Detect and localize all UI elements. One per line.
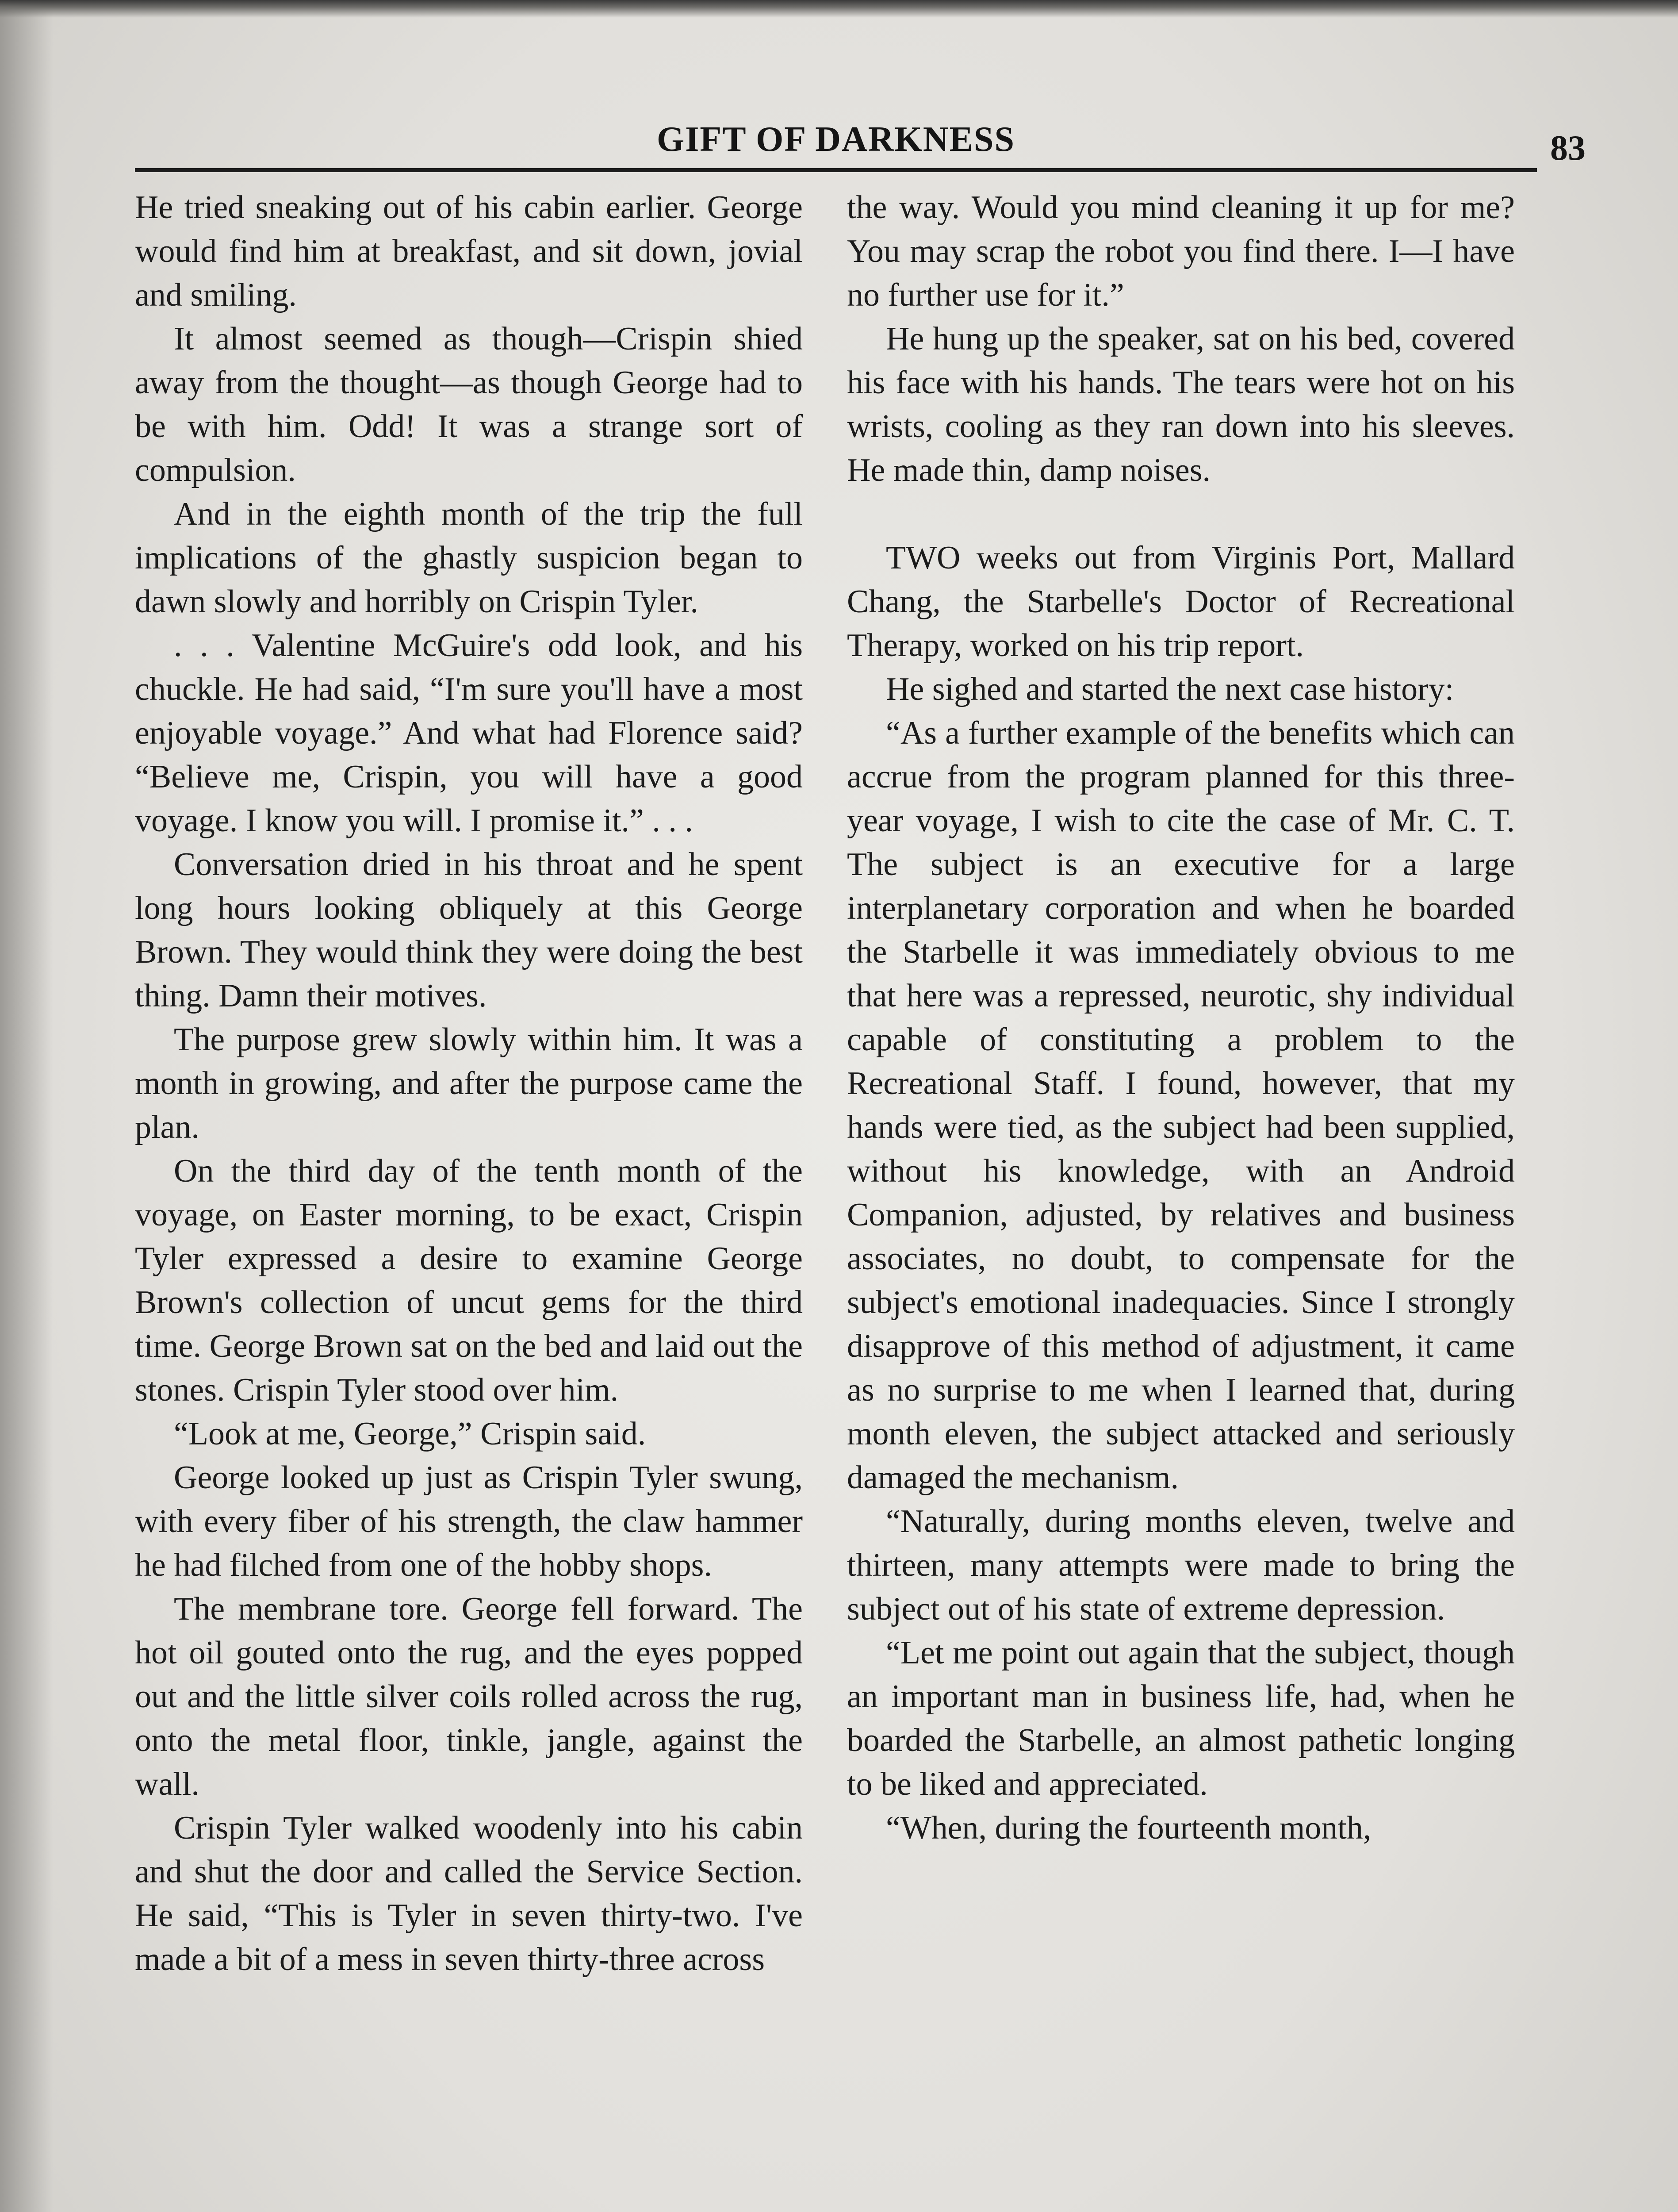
section-opening-paragraph: TWO weeks out from Virginis Port, Mallard Chang, the Starbelle's Doctor of Recreational Therapy, worked on his trip report. [847, 540, 1515, 664]
running-title: GIFT OF DARKNESS [657, 120, 1015, 159]
paragraph: The purpose grew slowly within him. It was a month in growing, and after the purpose came the plan. [135, 1022, 803, 1145]
paragraph: “When, during the fourteenth month, [886, 1810, 1372, 1846]
paragraph: He hung up the speaker, sat on his bed, covered his face with his hands. The tears were hot on his wrists, cooling as they ran down into his sleeves. He made thin, damp noises. [847, 321, 1515, 488]
torn-top-edge [0, 0, 1678, 18]
paragraph: the way. Would you mind cleaning it up for me? You may scrap the robot you find there. I—I have no further use for it.” [847, 189, 1515, 313]
page-gutter-shadow [0, 0, 53, 2212]
paragraph: “Let me point out again that the subject, though an important man in business life, had, when he boarded the Starbelle, an almost pathetic longing to be liked and appreciated. [847, 1635, 1515, 1802]
header-rule [135, 168, 1537, 172]
right-column [847, 186, 1515, 2212]
left-column [135, 186, 803, 2212]
paragraph: The membrane tore. George fell forward. The hot oil gouted onto the rug, and the eyes popped out and the little silver coils rolled across the rug, onto the metal floor, tinkle, jangle, against the wall. [135, 1591, 803, 1802]
paragraph: “As a further example of the benefits which can accrue from the program planned for this three-year voyage, I wish to cite the case of Mr. C. T. The subject is an executive for a large interplanetary corporation and when he boarded the Starbelle it was immediately obvious to me that here was a repressed, neurotic, shy individual capable of constituting a problem to the Recreational Staff. I found, however, that my hands were tied, as the subject had been supplied, without his knowledge, with an Android Companion, adjusted, by relatives and business associates, no doubt, to compensate for the subject's emotional inadequacies. Since I strongly disapprove of this method of adjustment, it came as no surprise to me when I learned that, during month eleven, the subject attacked and seriously damaged the mechanism. [847, 715, 1515, 1496]
paragraph: George looked up just as Crispin Tyler swung, with every fiber of his strength, the claw hammer he had filched from one of the hobby shops. [135, 1459, 803, 1583]
paragraph: He sighed and started the next case history: [886, 671, 1454, 707]
paragraph: Crispin Tyler walked woodenly into his cabin and shut the door and called the Service Section. He said, “This is Tyler in seven thirty-two. I've made a bit of a mess in seven thirty-three across [135, 1810, 803, 1978]
paragraph: Conversation dried in his throat and he spent long hours looking obliquely at this George Brown. They would think they were doing the best thing. Damn their motives. [135, 846, 803, 1014]
paragraph: On the third day of the tenth month of the voyage, on Easter morning, to be exact, Crispin Tyler expressed a desire to examine George Brown's collection of uncut gems for the third time. George Brown sat on the bed and laid out the stones. Crispin Tyler stood over him. [135, 1153, 803, 1408]
paragraph: “Naturally, during months eleven, twelve and thirteen, many attempts were made to bring the subject out of his state of extreme depression. [847, 1503, 1515, 1627]
page-header [135, 119, 1586, 168]
page-number: 83 [1550, 129, 1586, 168]
paragraph: He tried sneaking out of his cabin earlier. George would find him at breakfast, and sit down, jovial and smiling. [135, 189, 803, 313]
paragraph: It almost seemed as though—Crispin shied away from the thought—as though George had to be with him. Odd! It was a strange sort of compulsion. [135, 321, 803, 488]
paragraph: . . . Valentine McGuire's odd look, and his chuckle. He had said, “I'm sure you'll have a most enjoyable voyage.” And what had Florence said? “Believe me, Crispin, you will have a good voyage. I know you will. I promise it.” . . . [135, 627, 803, 839]
paragraph: And in the eighth month of the trip the full implications of the ghastly suspicion began to dawn slowly and horribly on Crispin Tyler. [135, 496, 803, 620]
paragraph: “Look at me, George,” Crispin said. [174, 1416, 646, 1452]
